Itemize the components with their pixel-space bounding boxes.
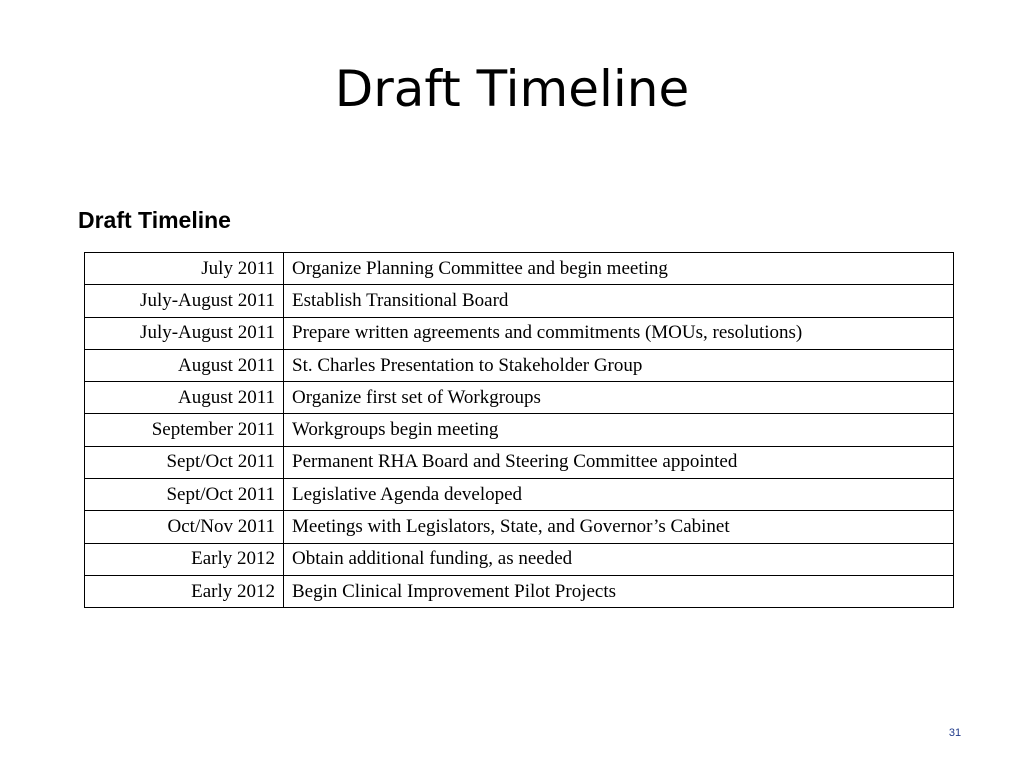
task-cell: Begin Clinical Improvement Pilot Projects — [284, 575, 954, 607]
date-cell: July-August 2011 — [85, 285, 284, 317]
table-row — [85, 253, 954, 285]
table-row — [85, 349, 954, 381]
task-cell: Establish Transitional Board — [284, 285, 954, 317]
date-cell: August 2011 — [85, 382, 284, 414]
table-row — [85, 511, 954, 543]
task-cell: Organize Planning Committee and begin meeting — [284, 253, 954, 285]
task-cell: St. Charles Presentation to Stakeholder Group — [284, 349, 954, 381]
date-cell: Sept/Oct 2011 — [85, 479, 284, 511]
table-row — [85, 317, 954, 349]
table-row — [85, 414, 954, 446]
task-cell: Obtain additional funding, as needed — [284, 543, 954, 575]
slide-title: Draft Timeline — [334, 60, 690, 118]
table-row — [85, 382, 954, 414]
task-cell: Workgroups begin meeting — [284, 414, 954, 446]
table-row — [85, 446, 954, 478]
table-row — [85, 285, 954, 317]
task-cell: Prepare written agreements and commitments (MOUs, resolutions) — [284, 317, 954, 349]
table-row — [85, 479, 954, 511]
date-cell: September 2011 — [85, 414, 284, 446]
date-cell: August 2011 — [85, 349, 284, 381]
page-number: 31 — [948, 727, 962, 739]
date-cell: Sept/Oct 2011 — [85, 446, 284, 478]
date-cell: July 2011 — [85, 253, 284, 285]
task-cell: Meetings with Legislators, State, and Governor’s Cabinet — [284, 511, 954, 543]
table-heading: Draft Timeline — [78, 207, 231, 233]
date-cell: July-August 2011 — [85, 317, 284, 349]
table-row — [85, 575, 954, 607]
table-row — [85, 543, 954, 575]
date-cell: Early 2012 — [85, 575, 284, 607]
date-cell: Oct/Nov 2011 — [85, 511, 284, 543]
task-cell: Permanent RHA Board and Steering Committee appointed — [284, 446, 954, 478]
timeline-table — [84, 252, 954, 608]
task-cell: Organize first set of Workgroups — [284, 382, 954, 414]
task-cell: Legislative Agenda developed — [284, 479, 954, 511]
timeline-table-body — [85, 253, 954, 608]
date-cell: Early 2012 — [85, 543, 284, 575]
